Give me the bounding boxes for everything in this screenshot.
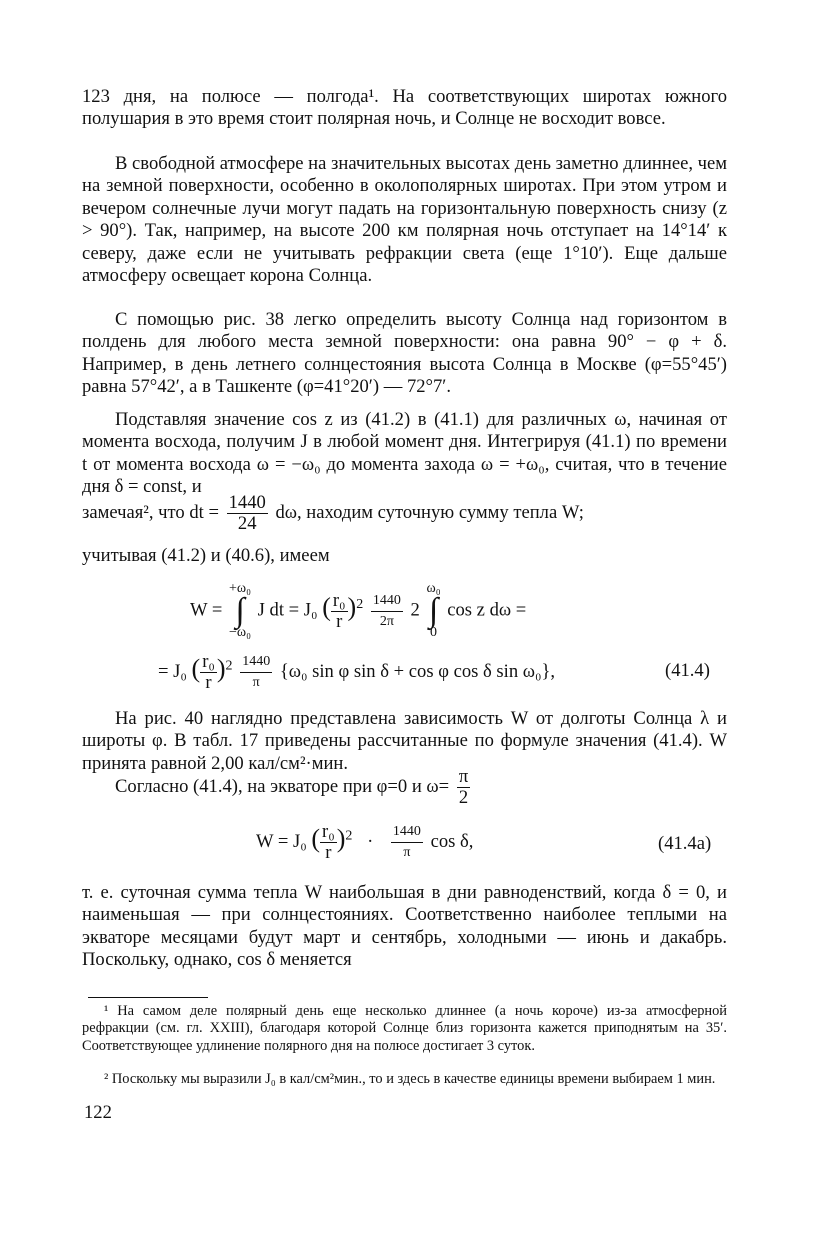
text-zamechaya-after: dω, находим суточную сумму тепла W; xyxy=(275,501,584,523)
fraction-r0-r xyxy=(320,822,337,863)
equation-line-1 xyxy=(190,582,526,640)
exponent: 2 xyxy=(225,658,233,674)
paragraph-te: т. е. суточная сумма тепла W наибольшая в дни равноденствий, когда δ = 0, и наименьшая — при солнцестояниях. Соответственно наиболее теплыми на экваторе месяцами будут март и сентябрь, холодными — июнь и дакабрь. Поскольку, однако, cos δ меняется xyxy=(82,882,727,971)
footnote-2: ² Поскольку мы выразили J₀ в кал/см²мин., то и здесь в качестве единицы времени выбираем 1 мин. xyxy=(104,1071,716,1087)
integral-1 xyxy=(229,582,251,640)
fraction-numerator: 1440 xyxy=(391,822,423,843)
paragraph-polar-day: 123 дня, на полюсе — полгода¹. На соответствующих широтах южного полушария в это время стоит полярная ночь, и Солнце не восходит вовсе. xyxy=(82,86,727,130)
equation-line-2 xyxy=(158,652,555,693)
paragraph-free-atmosphere: В свободной атмосфере на значительных высотах день заметно длиннее, чем на земной поверхности, особенно в околополярных широтах. При этом утром и вечером солнечные лучи могут падать на горизонтальную поверхность снизу (z > 90°). Так, например, на высоте 200 км полярная ночь отступает на 14°14′ к северу, даже если не учитывать рефракции света (еще 1°10′). Еще дальше атмосферу освещает корона Солнца. xyxy=(82,153,727,287)
fraction-denominator: π xyxy=(252,675,260,690)
eq-factor-2: 2 xyxy=(410,599,420,621)
paren-open: ( xyxy=(322,592,331,622)
fraction-denominator: r xyxy=(205,672,212,693)
paren-close: ) xyxy=(336,823,346,853)
fraction-1440-24 xyxy=(227,493,268,534)
paragraph-ris40: На рис. 40 наглядно представлена зависимость W от долготы Солнца λ и широты φ. В табл. 17 приведены рассчитанные по формуле значения (41.4). W принята равной 2,00 кал/см²·мин. xyxy=(82,708,727,774)
fraction-numerator: r₀ xyxy=(202,651,215,672)
equation-41-4a xyxy=(256,822,473,863)
integral-sign-icon: ∫ xyxy=(428,592,439,629)
fraction-denominator: 24 xyxy=(237,513,257,534)
integral-2-lower-limit: 0 xyxy=(430,625,438,640)
fraction-numerator: 1440 xyxy=(228,492,266,513)
paren-open: ( xyxy=(191,653,201,683)
fraction-denominator: 2 xyxy=(458,787,469,808)
fraction-1440-2pi xyxy=(371,591,403,632)
eq-cos-delta: cos δ, xyxy=(430,830,474,852)
paren-close: ) xyxy=(347,592,357,622)
eq-j-dt: J dt = J₀ xyxy=(257,599,318,621)
line-soglasno xyxy=(115,767,473,808)
eq-braces: {ω₀ sin φ sin δ + cos φ cos δ sin ω₀}, xyxy=(279,660,556,682)
fraction-numerator: 1440 xyxy=(240,652,272,673)
fraction-denominator: r xyxy=(336,610,343,632)
integral-1-upper-limit: +ω₀ xyxy=(229,581,252,596)
fraction-denominator: r xyxy=(325,842,332,863)
page-number: 122 xyxy=(84,1102,112,1123)
fraction-r0-r xyxy=(331,591,348,632)
paren-close: ) xyxy=(216,653,226,683)
text-soglasno: Согласно (41.4), на экваторе при φ=0 и ω= xyxy=(115,775,450,797)
equation-number-41-4a: (41.4а) xyxy=(658,833,712,854)
text-zamechaya-before: замечая², что dt = xyxy=(82,501,219,523)
fraction-1440-pi xyxy=(391,822,423,863)
integral-2 xyxy=(426,582,440,640)
line-uchityvaya: учитывая (41.2) и (40.6), имеем xyxy=(82,545,330,566)
line-zamechaya xyxy=(82,493,584,534)
paragraph-sun-height: С помощью рис. 38 легко определить высоту Солнца над горизонтом в полдень для любого места земной поверхности: она равна 90° − φ + δ. Например, в день летнего солнцестояния высота Солнца в Москве (φ=55°45′) равна 57°42′, а в Ташкенте (φ=41°20′) — 72°7′. xyxy=(82,309,727,398)
exponent: 2 xyxy=(345,828,353,844)
eq-w-j0: W = J₀ xyxy=(256,830,307,852)
footnote-1: ¹ На самом деле полярный день еще несколько длиннее (а ночь короче) из-за атмосферной рефракции (см. гл. XXIII), благодаря которой Солнце близ горизонта кажется приподнятым на 35′. Соответствующее удлинение полярного дня на полюсе достигает 3 суток. xyxy=(82,1003,727,1054)
footnote-divider xyxy=(88,997,208,998)
equation-number-41-4: (41.4) xyxy=(665,660,710,681)
integral-2-upper-limit: ω₀ xyxy=(426,581,441,596)
fraction-r0-r xyxy=(200,652,217,693)
integral-1-lower-limit: −ω₀ xyxy=(229,625,252,640)
fraction-numerator: 1440 xyxy=(371,591,403,612)
integral-sign-icon: ∫ xyxy=(235,592,245,629)
fraction-numerator: r₀ xyxy=(322,821,335,842)
fraction-denominator: π xyxy=(403,845,411,860)
paren-open: ( xyxy=(311,823,321,853)
fraction-pi-2 xyxy=(457,767,470,808)
fraction-numerator: π xyxy=(458,766,469,787)
fraction-numerator: r₀ xyxy=(332,589,346,611)
exponent: 2 xyxy=(356,597,364,613)
eq-cos-z: cos z dω = xyxy=(447,599,527,621)
eq-w-equals: W = xyxy=(190,599,223,621)
fraction-1440-pi xyxy=(240,652,272,693)
paragraph-substitution: Подставляя значение cos z из (41.2) в (41.1) для различных ω, начиная от момента восхода, получим J в любой момент дня. Интегрируя (41.1) по времени t от момента восхода ω = −ω₀ до момента захода ω = +ω₀, считая, что в течение дня δ = const, и xyxy=(82,409,727,498)
fraction-denominator: 2π xyxy=(379,613,394,629)
eq-dot: · xyxy=(367,830,374,852)
eq-equals-j0: = J₀ xyxy=(158,660,187,682)
